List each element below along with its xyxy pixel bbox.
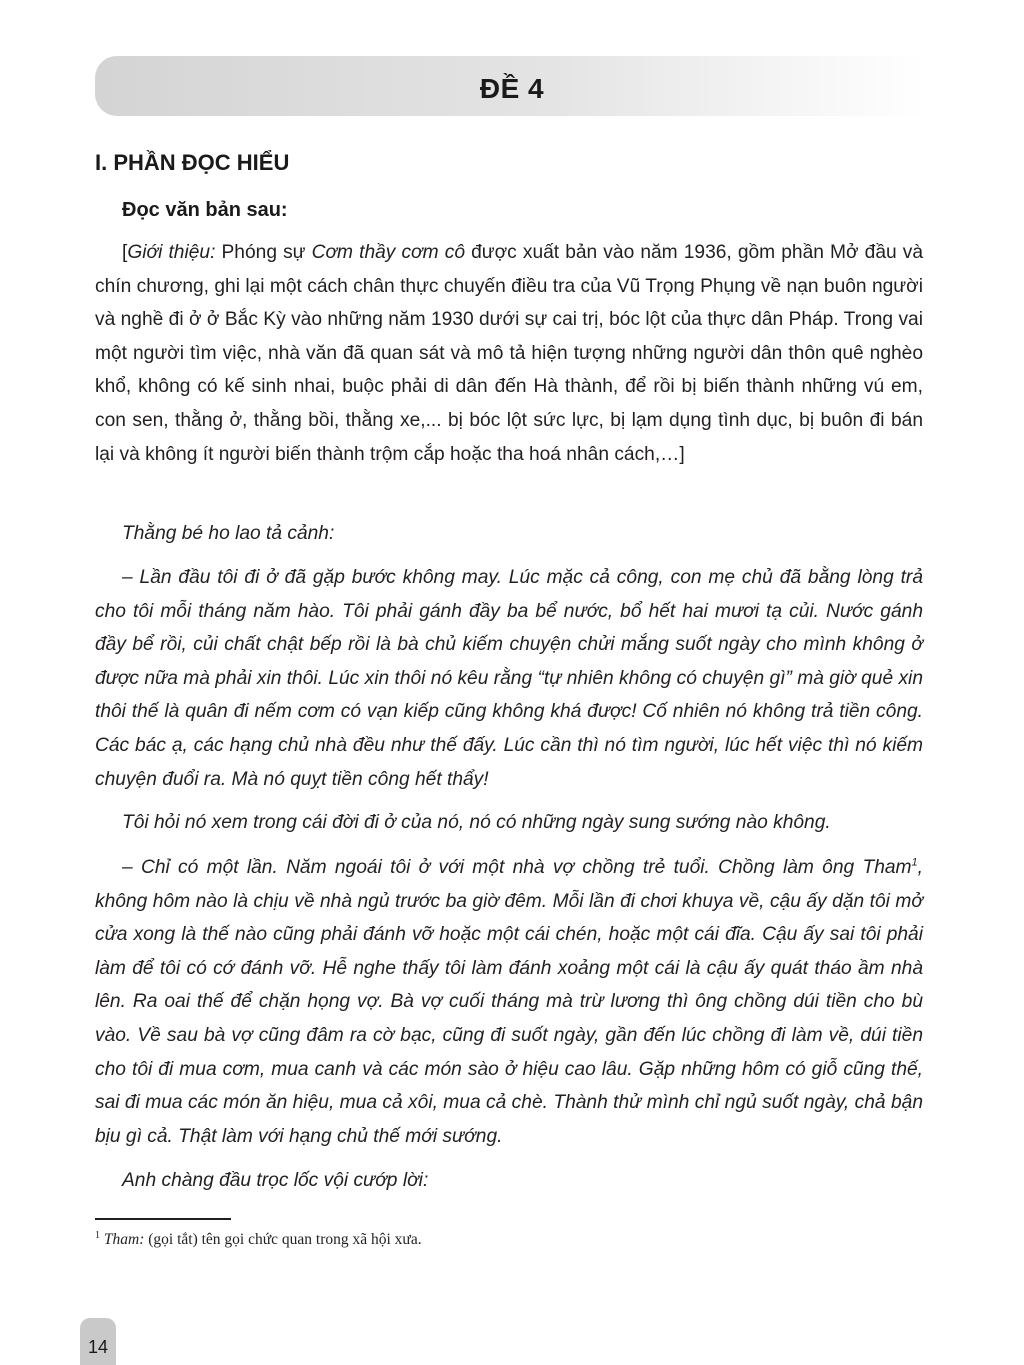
passage-paragraph-2	[95, 561, 923, 796]
passage-p4-b: , không hôm nào là chịu về nhà ngủ trước ba giờ đêm. Mỗi lần đi chơi khuya về, cậu ấy dặn tôi mở cửa xong là thế nào cũng phải đánh vỡ hoặc một cái chén, hoặc một cái đĩa. Cậu ấy sai tôi phải làm để tôi có cớ đánh vỡ. Hễ nghe thấy tôi làm đánh xoảng một cái là cậu ấy quát tháo ầm nhà lên. Ra oai thế để chặn họng vợ. Bà vợ cuối tháng mà trừ lương thì ông chồng dúi tiền cho bù vào. Về sau bà vợ cũng đâm ra cờ bạc, cũng đi suốt ngày, gần đến lúc chồng đi làm về, dúi tiền cho tôi đi mua cơm, mua canh và các món sào ở hiệu cao lâu. Gặp những hôm có giỗ cũng thế, sai đi mua các món ăn hiệu, mua cả xôi, mua cả chè. Thành thử mình chỉ ngủ suốt ngày, chả bận bịu gì cả. Thật làm với hạng chủ thế mới sướng.	[95, 857, 923, 1147]
passage-paragraph-4	[95, 851, 923, 1153]
footnote-mark: 1	[95, 1229, 100, 1241]
footnote-reference: 1	[911, 856, 918, 869]
passage-p1: Thằng bé ho lao tả cảnh:	[122, 523, 335, 544]
passage-p5: Anh chàng đầu trọc lốc vội cướp lời:	[122, 1170, 429, 1191]
passage-p4-a: – Chỉ có một lần. Năm ngoái tôi ở với một nhà vợ chồng trẻ tuổi. Chồng làm ông Tham	[122, 857, 912, 878]
passage-paragraph-5	[95, 1164, 923, 1198]
passage-p3: Tôi hỏi nó xem trong cái đời đi ở của nó, nó có những ngày sung sướng nào không.	[122, 812, 831, 833]
page-title: ĐỀ 4	[479, 73, 545, 104]
section-heading: I. PHẦN ĐỌC HIỂU	[95, 150, 290, 175]
intro-text-2: được xuất bản vào năm 1936, gồm phần Mở đầu và chín chương, ghi lại một cách chân thực chuyến điều tra của Vũ Trọng Phụng về nạn buôn người và nghề đi ở ở Bắc Kỳ vào những năm 1930 dưới sự cai trị, bóc lột của thực dân Pháp. Trong vai một người tìm việc, nhà văn đã quan sát và mô tả hiện tượng những người dân thôn quê nghèo khổ, không có kế sinh nhai, buộc phải di dân đến Hà thành, để rồi bị biến thành những vú em, con sen, thằng ở, thằng bồi, thằng xe,... bị bóc lột sức lực, bị lạm dụng tình dục, bị buôn đi bán lại và không ít người biến thành trộm cắp hoặc tha hoá nhân cách,…]	[95, 242, 924, 465]
passage-paragraph-3	[95, 806, 923, 840]
footnote-text: (gọi tắt) tên gọi chức quan trong xã hội xưa.	[144, 1231, 422, 1248]
intro-paragraph	[95, 236, 923, 471]
footnote-divider	[95, 1218, 231, 1220]
reading-instruction: Đọc văn bản sau:	[122, 199, 288, 221]
page-number: 14	[87, 1337, 109, 1357]
footnote	[95, 1229, 422, 1251]
intro-label: Giới thiệu:	[127, 242, 216, 263]
intro-open-bracket: [	[122, 242, 128, 263]
intro-text-1: Phóng sự	[215, 242, 312, 263]
footnote-term: Tham:	[103, 1231, 145, 1248]
work-title: Cơm thầy cơm cô	[311, 242, 465, 263]
passage-paragraph-1	[95, 517, 923, 551]
passage-p2: – Lần đầu tôi đi ở đã gặp bước không may. Lúc mặc cả công, con mẹ chủ đã bằng lòng trả cho tôi mỗi tháng năm hào. Tôi phải gánh đầy ba bể nước, bổ hết hai mươi tạ củi. Nước gánh đầy bể rồi, củi chất chật bếp rồi là bà chủ kiếm chuyện chửi mắng suốt ngày cho mình không ở được nữa mà phải xin thôi. Lúc xin thôi nó kêu rằng “tự nhiên không có chuyện gì” mà giờ quẻ xin thôi thế là quân đi nếm cơm có vạn kiếp cũng không khá được! Cố nhiên nó không trả tiền công. Các bác ạ, các hạng chủ nhà đều như thế đấy. Lúc cần thì nó tìm người, lúc hết việc thì nó kiếm chuyện đuổi ra. Mà nó quỵt tiền công hết thẩy!	[95, 567, 923, 790]
